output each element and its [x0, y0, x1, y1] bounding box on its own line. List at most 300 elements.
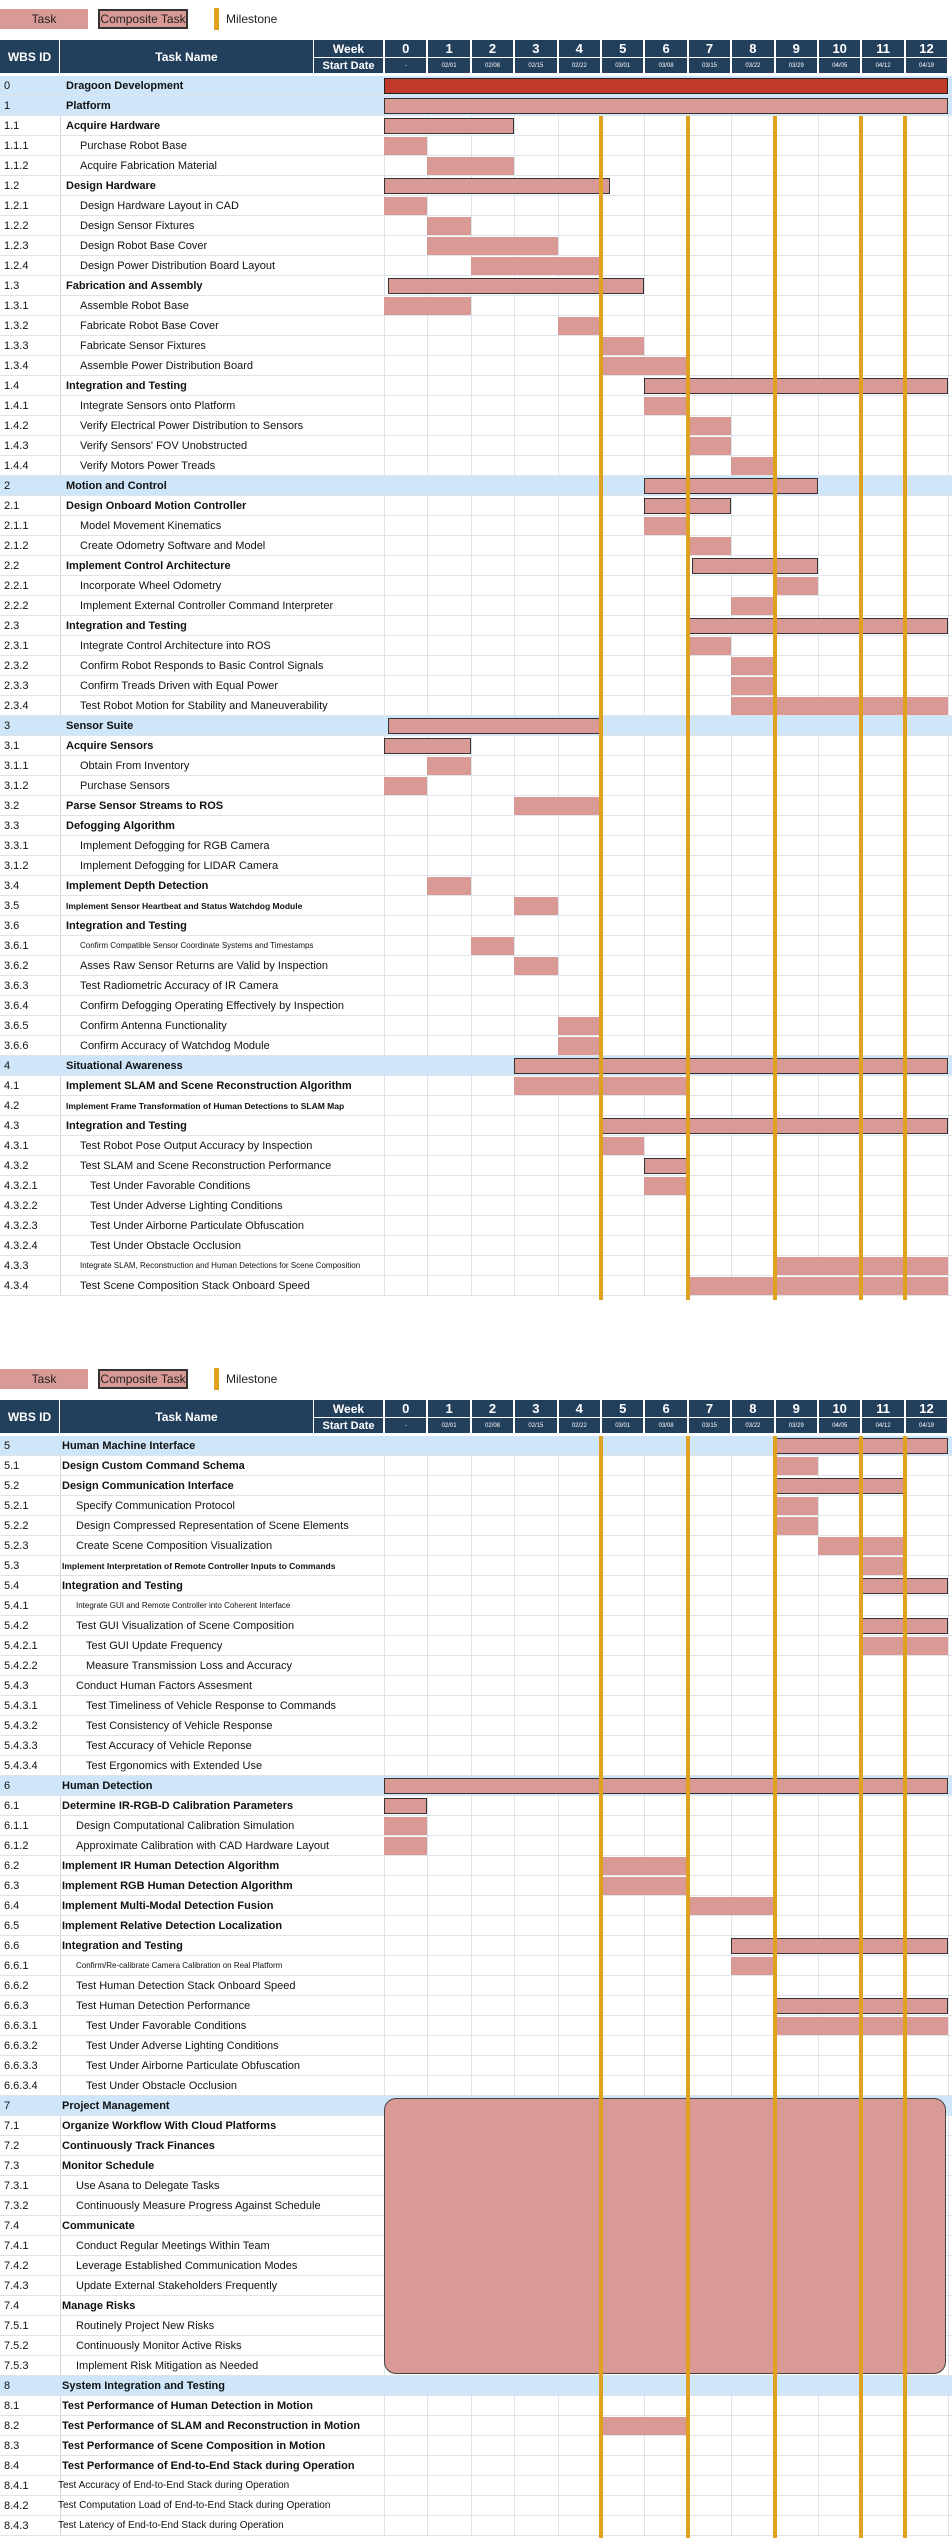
- header-week-6: 6: [645, 1400, 687, 1418]
- task-name: Implement RGB Human Detection Algorithm: [62, 1880, 293, 1892]
- legend-milestone: Milestone: [226, 1372, 278, 1386]
- wbs-id: 1.2: [4, 180, 20, 192]
- task-name: Approximate Calibration with CAD Hardware Layout: [76, 1840, 330, 1852]
- task-row[interactable]: [0, 416, 952, 436]
- milestone-line: [599, 1436, 603, 2538]
- task-row[interactable]: [0, 876, 952, 896]
- header-date-1: 02/01: [428, 1418, 470, 1434]
- header-week-6: 6: [645, 40, 687, 58]
- task-row[interactable]: [0, 796, 952, 816]
- wbs-id: 4.3: [4, 1120, 20, 1132]
- task-bar[interactable]: [471, 257, 601, 275]
- task-row[interactable]: [0, 1596, 952, 1616]
- task-row[interactable]: [0, 1896, 952, 1916]
- wbs-id: 6.6.3.3: [4, 2060, 38, 2072]
- wbs-id: 7.3: [4, 2160, 20, 2172]
- task-name: Manage Risks: [62, 2300, 136, 2312]
- wbs-id: 6.6.3.4: [4, 2080, 38, 2092]
- task-name: Conduct Human Factors Assesment: [76, 1680, 253, 1692]
- task-row[interactable]: [0, 1156, 952, 1176]
- wbs-id: 2.1.1: [4, 520, 29, 532]
- task-name: Test Performance of Human Detection in Motion: [62, 2400, 313, 2412]
- milestone-line: [903, 116, 907, 1300]
- task-bar[interactable]: [601, 337, 644, 355]
- task-bar[interactable]: [384, 777, 427, 795]
- task-row[interactable]: [0, 516, 952, 536]
- wbs-id: 6.1.1: [4, 1820, 29, 1832]
- task-name: Model Movement Kinematics: [80, 520, 222, 532]
- task-row[interactable]: [0, 1836, 952, 1856]
- header-date-0: -: [385, 58, 427, 74]
- task-bar[interactable]: [644, 1177, 687, 1195]
- task-bar[interactable]: [775, 577, 818, 595]
- task-bar[interactable]: [775, 1517, 818, 1535]
- task-name: Integrate Control Architecture into ROS: [80, 640, 271, 652]
- task-bar[interactable]: [384, 1837, 427, 1855]
- task-row[interactable]: [0, 1136, 952, 1156]
- header-week-4: 4: [559, 40, 601, 58]
- header-week-1: 1: [428, 1400, 470, 1418]
- wbs-id: 1.4.2: [4, 420, 29, 432]
- task-name: Verify Sensors' FOV Unobstructed: [80, 440, 248, 452]
- task-row[interactable]: [0, 1096, 952, 1116]
- task-row[interactable]: [0, 1696, 952, 1716]
- task-row[interactable]: [0, 2076, 952, 2096]
- task-row[interactable]: [0, 196, 952, 216]
- task-row[interactable]: [0, 1676, 952, 1696]
- wbs-id: 4.2: [4, 1100, 20, 1112]
- task-row[interactable]: [0, 216, 952, 236]
- task-bar[interactable]: [688, 1897, 775, 1915]
- task-row[interactable]: [0, 336, 952, 356]
- task-bar[interactable]: [601, 2417, 688, 2435]
- wbs-id: 4.3.2: [4, 1160, 29, 1172]
- task-bar[interactable]: [731, 697, 948, 715]
- header-date-4: 02/22: [559, 1418, 601, 1434]
- header-week-4: 4: [559, 1400, 601, 1418]
- header-wbs-id: WBS ID: [0, 40, 60, 74]
- wbs-id: 7: [4, 2100, 11, 2112]
- task-name: Integration and Testing: [66, 920, 187, 932]
- task-row[interactable]: [0, 676, 952, 696]
- milestone-line: [859, 1436, 863, 2538]
- header-date-5: 03/01: [602, 1418, 644, 1434]
- wbs-id: 0: [4, 80, 11, 92]
- task-bar[interactable]: [644, 517, 687, 535]
- wbs-id: 7.4.2: [4, 2260, 29, 2272]
- header-date-10: 04/05: [819, 58, 861, 74]
- task-name: Confirm Defogging Operating Effectively by Inspection: [80, 1000, 344, 1012]
- task-bar[interactable]: [731, 1957, 774, 1975]
- wbs-id: 2.2.2: [4, 600, 29, 612]
- task-name: Communicate: [62, 2220, 135, 2232]
- task-bar[interactable]: [427, 157, 514, 175]
- task-bar[interactable]: [558, 317, 601, 335]
- task-row[interactable]: [0, 1916, 952, 1936]
- task-bar[interactable]: [644, 397, 687, 415]
- task-row[interactable]: [0, 2416, 952, 2436]
- task-bar[interactable]: [731, 677, 774, 695]
- task-name: Integrate Sensors onto Platform: [80, 400, 236, 412]
- task-bar[interactable]: [688, 537, 731, 555]
- wbs-id: 3.1.2: [4, 860, 29, 872]
- composite-task-bar[interactable]: [644, 1158, 687, 1174]
- task-row[interactable]: [0, 1176, 952, 1196]
- task-bar[interactable]: [514, 957, 557, 975]
- header-week-12: 12: [906, 1400, 948, 1418]
- wbs-id: 3.6.2: [4, 960, 29, 972]
- legend-task: Task: [0, 9, 88, 29]
- task-name: Integration and Testing: [66, 380, 187, 392]
- header-week-8: 8: [732, 40, 774, 58]
- wbs-id: 6.2: [4, 1860, 20, 1872]
- header-date-3: 02/15: [515, 58, 557, 74]
- wbs-id: 6.4: [4, 1900, 20, 1912]
- task-row[interactable]: [0, 1536, 952, 1556]
- milestone-line: [773, 1436, 777, 2538]
- wbs-id: 6.6.3: [4, 2000, 29, 2012]
- wbs-id: 2.3.1: [4, 640, 29, 652]
- task-name: Assemble Robot Base: [80, 300, 189, 312]
- header-week-12: 12: [906, 40, 948, 58]
- task-name: Routinely Project New Risks: [76, 2320, 215, 2332]
- task-name: Design Sensor Fixtures: [80, 220, 195, 232]
- task-row[interactable]: [0, 1216, 952, 1236]
- header-date-2: 02/08: [472, 1418, 514, 1434]
- legend: [0, 1366, 277, 1392]
- header-week-label: Week: [314, 40, 384, 58]
- task-row[interactable]: [0, 976, 952, 996]
- composite-task-bar[interactable]: [514, 1058, 948, 1074]
- wbs-id: 3: [4, 720, 11, 732]
- milestone-line: [686, 1436, 690, 2538]
- task-row[interactable]: [0, 1196, 952, 1216]
- task-row[interactable]: [0, 2456, 952, 2476]
- header-date-7: 03/15: [689, 1418, 731, 1434]
- legend-milestone-icon: [214, 1368, 219, 1390]
- wbs-id: 6.6.3.2: [4, 2040, 38, 2052]
- task-row[interactable]: [0, 456, 952, 476]
- task-bar[interactable]: [427, 237, 557, 255]
- task-name: Design Communication Interface: [62, 1480, 234, 1492]
- wbs-id: 6.6.2: [4, 1980, 29, 1992]
- task-row[interactable]: [0, 596, 952, 616]
- header-task-name: Task Name: [60, 40, 314, 74]
- task-bar[interactable]: [384, 1817, 427, 1835]
- wbs-id: 8.4.2: [4, 2500, 29, 2512]
- task-bar[interactable]: [688, 417, 731, 435]
- wbs-id: 3.3: [4, 820, 20, 832]
- header-date-1: 02/01: [428, 58, 470, 74]
- task-row[interactable]: [0, 1756, 952, 1776]
- task-bar[interactable]: [601, 1857, 688, 1875]
- task-name: Confirm Accuracy of Watchdog Module: [80, 1040, 270, 1052]
- task-row[interactable]: [0, 296, 952, 316]
- task-row[interactable]: [0, 2056, 952, 2076]
- task-name: Obtain From Inventory: [80, 760, 190, 772]
- task-row[interactable]: [0, 2376, 952, 2396]
- task-row[interactable]: [0, 1656, 952, 1676]
- header-week-0: 0: [385, 1400, 427, 1418]
- wbs-id: 3.2: [4, 800, 20, 812]
- header-wbs-id: WBS ID: [0, 1400, 60, 1434]
- wbs-id: 1.1.1: [4, 140, 29, 152]
- composite-task-bar[interactable]: [688, 618, 948, 634]
- wbs-id: 5.2.2: [4, 1520, 29, 1532]
- task-row[interactable]: [0, 756, 952, 776]
- composite-task-bar[interactable]: [644, 478, 818, 494]
- header-week-1: 1: [428, 40, 470, 58]
- task-bar[interactable]: [427, 877, 470, 895]
- task-name: Integration and Testing: [62, 1940, 183, 1952]
- header-week-8: 8: [732, 1400, 774, 1418]
- header-date-9: 03/29: [776, 58, 818, 74]
- wbs-id: 3.3.1: [4, 840, 29, 852]
- task-name: Create Scene Composition Visualization: [76, 1540, 273, 1552]
- header-date-12: 04/19: [906, 1418, 948, 1434]
- wbs-id: 5.4.2: [4, 1620, 29, 1632]
- composite-task-bar[interactable]: [384, 1798, 427, 1814]
- task-name: Design Custom Command Schema: [62, 1460, 245, 1472]
- task-name: Integration and Testing: [62, 1580, 183, 1592]
- header-week-11: 11: [862, 1400, 904, 1418]
- task-row[interactable]: [0, 2436, 952, 2456]
- task-row[interactable]: [0, 636, 952, 656]
- task-bar[interactable]: [558, 1037, 601, 1055]
- task-row[interactable]: [0, 136, 952, 156]
- task-name: Continuously Track Finances: [62, 2140, 215, 2152]
- task-row[interactable]: [0, 1576, 952, 1596]
- composite-task-bar[interactable]: [384, 98, 948, 114]
- composite-task-bar[interactable]: [384, 118, 514, 134]
- task-bar[interactable]: [601, 1137, 644, 1155]
- header-date-11: 04/12: [862, 58, 904, 74]
- task-row[interactable]: [0, 1036, 952, 1056]
- task-name: Fabricate Robot Base Cover: [80, 320, 219, 332]
- composite-task-bar[interactable]: [384, 1778, 948, 1794]
- wbs-id: 2.1.2: [4, 540, 29, 552]
- task-row[interactable]: [0, 316, 952, 336]
- task-row[interactable]: [0, 856, 952, 876]
- project-root-bar[interactable]: [384, 78, 948, 94]
- task-name: Verify Electrical Power Distribution to Sensors: [80, 420, 304, 432]
- wbs-id: 7.4: [4, 2220, 20, 2232]
- composite-task-bar[interactable]: [384, 738, 471, 754]
- task-row[interactable]: [0, 896, 952, 916]
- header-date-9: 03/29: [776, 1418, 818, 1434]
- task-name: Implement Risk Mitigation as Needed: [76, 2360, 259, 2372]
- task-name: Continuously Monitor Active Risks: [76, 2340, 242, 2352]
- task-bar[interactable]: [384, 197, 427, 215]
- task-bar[interactable]: [731, 457, 774, 475]
- task-row[interactable]: [0, 436, 952, 456]
- header-date-6: 03/08: [645, 58, 687, 74]
- wbs-id: 5.2: [4, 1480, 20, 1492]
- task-row[interactable]: [0, 1736, 952, 1756]
- task-name: Implement Depth Detection: [66, 880, 209, 892]
- wbs-id: 8.4.1: [4, 2480, 29, 2492]
- task-row[interactable]: [0, 1636, 952, 1656]
- task-row[interactable]: [0, 1796, 952, 1816]
- header-start-date-label: Start Date: [314, 1418, 384, 1434]
- wbs-id: 3.1.2: [4, 780, 29, 792]
- composite-task-bar[interactable]: [388, 278, 644, 294]
- task-row[interactable]: [0, 1236, 952, 1256]
- composite-task-bar[interactable]: [692, 558, 818, 574]
- wbs-id: 2.3.4: [4, 700, 29, 712]
- milestone-line: [773, 116, 777, 1300]
- task-row[interactable]: [0, 656, 952, 676]
- task-bar[interactable]: [471, 937, 514, 955]
- header-week-11: 11: [862, 40, 904, 58]
- task-bar[interactable]: [384, 137, 427, 155]
- task-row[interactable]: [0, 2516, 952, 2536]
- task-row[interactable]: [0, 996, 952, 1016]
- task-bar[interactable]: [514, 797, 601, 815]
- task-name: Assemble Power Distribution Board: [80, 360, 254, 372]
- task-row[interactable]: [0, 736, 952, 756]
- composite-task-bar[interactable]: [384, 178, 610, 194]
- composite-task-bar[interactable]: [775, 1478, 905, 1494]
- task-name: Implement Frame Transformation of Human Detections to SLAM Map: [66, 1101, 345, 1111]
- wbs-id: 7.4.1: [4, 2240, 29, 2252]
- task-row[interactable]: [0, 1856, 952, 1876]
- task-name: Design Hardware: [66, 180, 156, 192]
- header-date-2: 02/08: [472, 58, 514, 74]
- task-bar[interactable]: [427, 217, 470, 235]
- task-row[interactable]: [0, 816, 952, 836]
- task-row[interactable]: [0, 2396, 952, 2416]
- milestone-line: [903, 1436, 907, 2538]
- task-bar[interactable]: [384, 297, 471, 315]
- task-name: Confirm Compatible Sensor Coordinate Systems and Timestamps: [80, 941, 314, 950]
- task-row[interactable]: [0, 1616, 952, 1636]
- task-row[interactable]: [0, 1556, 952, 1576]
- task-row[interactable]: [0, 396, 952, 416]
- wbs-id: 7.5.1: [4, 2320, 29, 2332]
- task-bar[interactable]: [731, 597, 774, 615]
- task-name: Design Robot Base Cover: [80, 240, 208, 252]
- task-row[interactable]: [0, 1976, 952, 1996]
- wbs-id: 1.3.1: [4, 300, 29, 312]
- task-name: Purchase Robot Base: [80, 140, 188, 152]
- wbs-id: 7.4.3: [4, 2280, 29, 2292]
- wbs-id: 1.4.1: [4, 400, 29, 412]
- task-bar[interactable]: [427, 757, 470, 775]
- wbs-id: 1.2.1: [4, 200, 29, 212]
- wbs-id: 3.1.1: [4, 760, 29, 772]
- task-bar[interactable]: [775, 1497, 818, 1515]
- header-date-5: 03/01: [602, 58, 644, 74]
- task-name: Dragoon Development: [66, 80, 184, 92]
- task-row[interactable]: [0, 496, 952, 516]
- task-name: Confirm Antenna Functionality: [80, 1020, 227, 1032]
- wbs-id: 3.6.4: [4, 1000, 29, 1012]
- task-row[interactable]: [0, 1876, 952, 1896]
- task-name: Determine IR-RGB-D Calibration Parameters: [62, 1800, 294, 1812]
- composite-task-bar[interactable]: [388, 718, 601, 734]
- task-name: Test Under Obstacle Occlusion: [86, 2080, 238, 2092]
- task-name: Test Accuracy of Vehicle Reponse: [86, 1740, 252, 1752]
- wbs-id: 3.5: [4, 900, 20, 912]
- task-bar[interactable]: [731, 657, 774, 675]
- wbs-id: 2: [4, 480, 11, 492]
- header-date-3: 02/15: [515, 1418, 557, 1434]
- task-bar[interactable]: [775, 1457, 818, 1475]
- task-row[interactable]: [0, 916, 952, 936]
- task-row[interactable]: [0, 2036, 952, 2056]
- task-name: Test Under Favorable Conditions: [86, 2020, 247, 2032]
- task-name: Defogging Algorithm: [66, 820, 175, 832]
- wbs-id: 8.4: [4, 2460, 20, 2472]
- task-row[interactable]: [0, 1076, 952, 1096]
- task-bar[interactable]: [688, 437, 731, 455]
- task-name: Test Consistency of Vehicle Response: [86, 1720, 273, 1732]
- header-date-10: 04/05: [819, 1418, 861, 1434]
- task-name: Parse Sensor Streams to ROS: [66, 800, 224, 812]
- task-bar[interactable]: [514, 897, 557, 915]
- task-row[interactable]: [0, 536, 952, 556]
- task-row[interactable]: [0, 1716, 952, 1736]
- composite-task-bar[interactable]: [731, 1938, 948, 1954]
- task-name: Use Asana to Delegate Tasks: [76, 2180, 220, 2192]
- wbs-id: 7.1: [4, 2120, 20, 2132]
- wbs-id: 4.3.2.2: [4, 1200, 38, 1212]
- wbs-id: 4.3.3: [4, 1260, 29, 1272]
- task-name: Test Under Adverse Lighting Conditions: [86, 2040, 279, 2052]
- wbs-id: 5.4.3.2: [4, 1720, 38, 1732]
- wbs-id: 3.6.5: [4, 1020, 29, 1032]
- task-name: Implement IR Human Detection Algorithm: [62, 1860, 280, 1872]
- header-week-2: 2: [472, 1400, 514, 1418]
- task-bar[interactable]: [688, 637, 731, 655]
- task-bar[interactable]: [601, 357, 688, 375]
- wbs-id: 1.4.3: [4, 440, 29, 452]
- task-name: Human Machine Interface: [62, 1440, 196, 1452]
- task-name: Test Human Detection Stack Onboard Speed: [76, 1980, 296, 1992]
- task-row[interactable]: [0, 1816, 952, 1836]
- legend-task: Task: [0, 1369, 88, 1389]
- task-row[interactable]: [0, 836, 952, 856]
- task-row[interactable]: [0, 356, 952, 376]
- task-name: Test SLAM and Scene Reconstruction Performance: [80, 1160, 332, 1172]
- header-week-5: 5: [602, 40, 644, 58]
- task-row[interactable]: [0, 2496, 952, 2516]
- task-row[interactable]: [0, 956, 952, 976]
- task-bar[interactable]: [601, 1877, 688, 1895]
- task-row[interactable]: [0, 776, 952, 796]
- task-row[interactable]: [0, 2476, 952, 2496]
- task-bar[interactable]: [558, 1017, 601, 1035]
- task-name: Implement Defogging for LIDAR Camera: [80, 860, 279, 872]
- wbs-id: 5.4.3.1: [4, 1700, 38, 1712]
- wbs-id: 4.3.2.4: [4, 1240, 38, 1252]
- header-week-7: 7: [689, 40, 731, 58]
- task-name: Test Under Airborne Particulate Obfuscation: [86, 2060, 301, 2072]
- wbs-id: 4.3.2.3: [4, 1220, 38, 1232]
- wbs-id: 7.3.1: [4, 2180, 29, 2192]
- task-row[interactable]: [0, 1956, 952, 1976]
- task-row[interactable]: [0, 1016, 952, 1036]
- task-bar[interactable]: [688, 1277, 948, 1295]
- wbs-id: 1.2.3: [4, 240, 29, 252]
- task-name: Test Under Favorable Conditions: [90, 1180, 251, 1192]
- wbs-id: 5.1: [4, 1460, 20, 1472]
- task-name: Implement Sensor Heartbeat and Status Watchdog Module: [66, 901, 303, 911]
- wbs-id: 2.2.1: [4, 580, 29, 592]
- task-bar[interactable]: [861, 1557, 904, 1575]
- task-name: Test Robot Motion for Stability and Maneuverability: [80, 700, 328, 712]
